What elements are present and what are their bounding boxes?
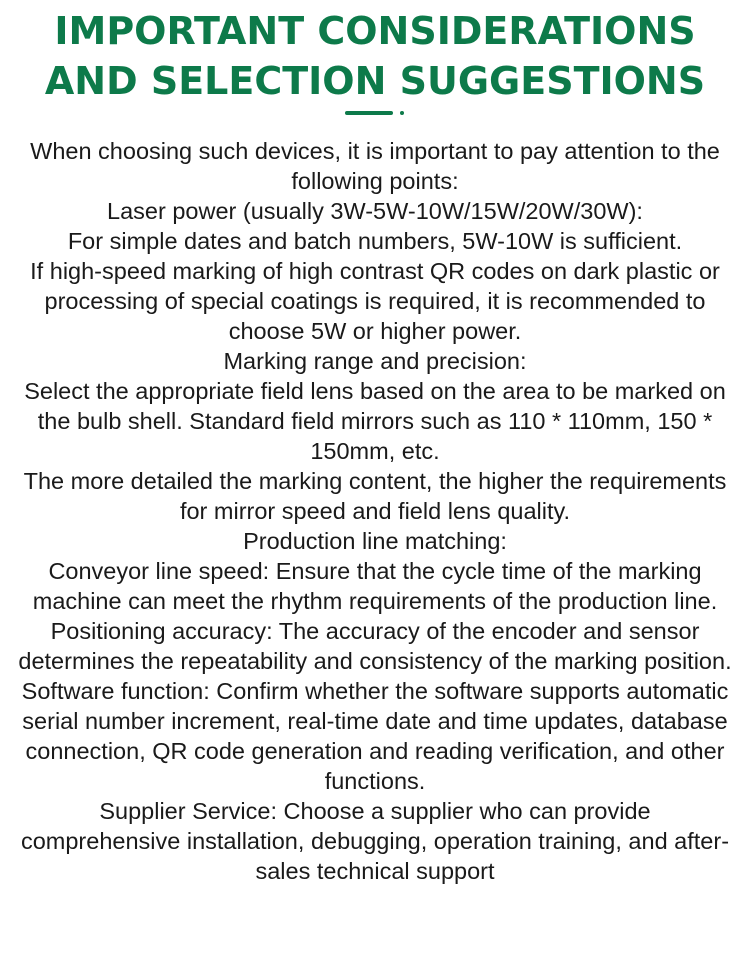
paragraph-production-line-heading: Production line matching: bbox=[243, 528, 507, 554]
paragraph-laser-power-heading: Laser power (usually 3W-5W-10W/15W/20W/30W): bbox=[107, 198, 643, 224]
page-title bbox=[0, 0, 750, 106]
paragraph-marking-detail: The more detailed the marking content, the higher the requirements for mirror speed and field lens quality. bbox=[23, 468, 727, 524]
paragraph-intro: When choosing such devices, it is important to pay attention to the following points: bbox=[30, 138, 720, 194]
paragraph-laser-power-simple: For simple dates and batch numbers, 5W-10W is sufficient. bbox=[67, 228, 683, 254]
title-divider bbox=[345, 109, 405, 117]
paragraph-conveyor-speed: Conveyor line speed: Ensure that the cycle time of the marking machine can meet the rhythm requirements of the production line. bbox=[32, 558, 718, 614]
title-line-1: IMPORTANT CONSIDERATIONS bbox=[54, 9, 696, 53]
paragraph-laser-power-high-speed: If high-speed marking of high contrast QR codes on dark plastic or processing of special coatings is required, it is recommended to choose 5W or higher power. bbox=[30, 258, 720, 344]
paragraph-positioning-accuracy: Positioning accuracy: The accuracy of the encoder and sensor determines the repeatability and consistency of the marking position. bbox=[18, 618, 732, 674]
divider-bar bbox=[345, 111, 393, 115]
divider-dot bbox=[400, 111, 404, 115]
paragraph-software-function: Software function: Confirm whether the software supports automatic serial number increment, real-time date and time updates, database connection, QR code generation and reading verification, and other functions. bbox=[21, 678, 729, 794]
content-body bbox=[0, 136, 750, 886]
paragraph-field-lens: Select the appropriate field lens based on the area to be marked on the bulb shell. Standard field mirrors such as 110 * 110mm, 150 * 150mm, etc. bbox=[24, 378, 726, 464]
paragraph-marking-range-heading: Marking range and precision: bbox=[223, 348, 527, 374]
title-line-2: AND SELECTION SUGGESTIONS bbox=[44, 59, 706, 103]
paragraph-supplier-service: Supplier Service: Choose a supplier who can provide comprehensive installation, debugging, operation training, and after-sales technical support bbox=[20, 798, 730, 884]
